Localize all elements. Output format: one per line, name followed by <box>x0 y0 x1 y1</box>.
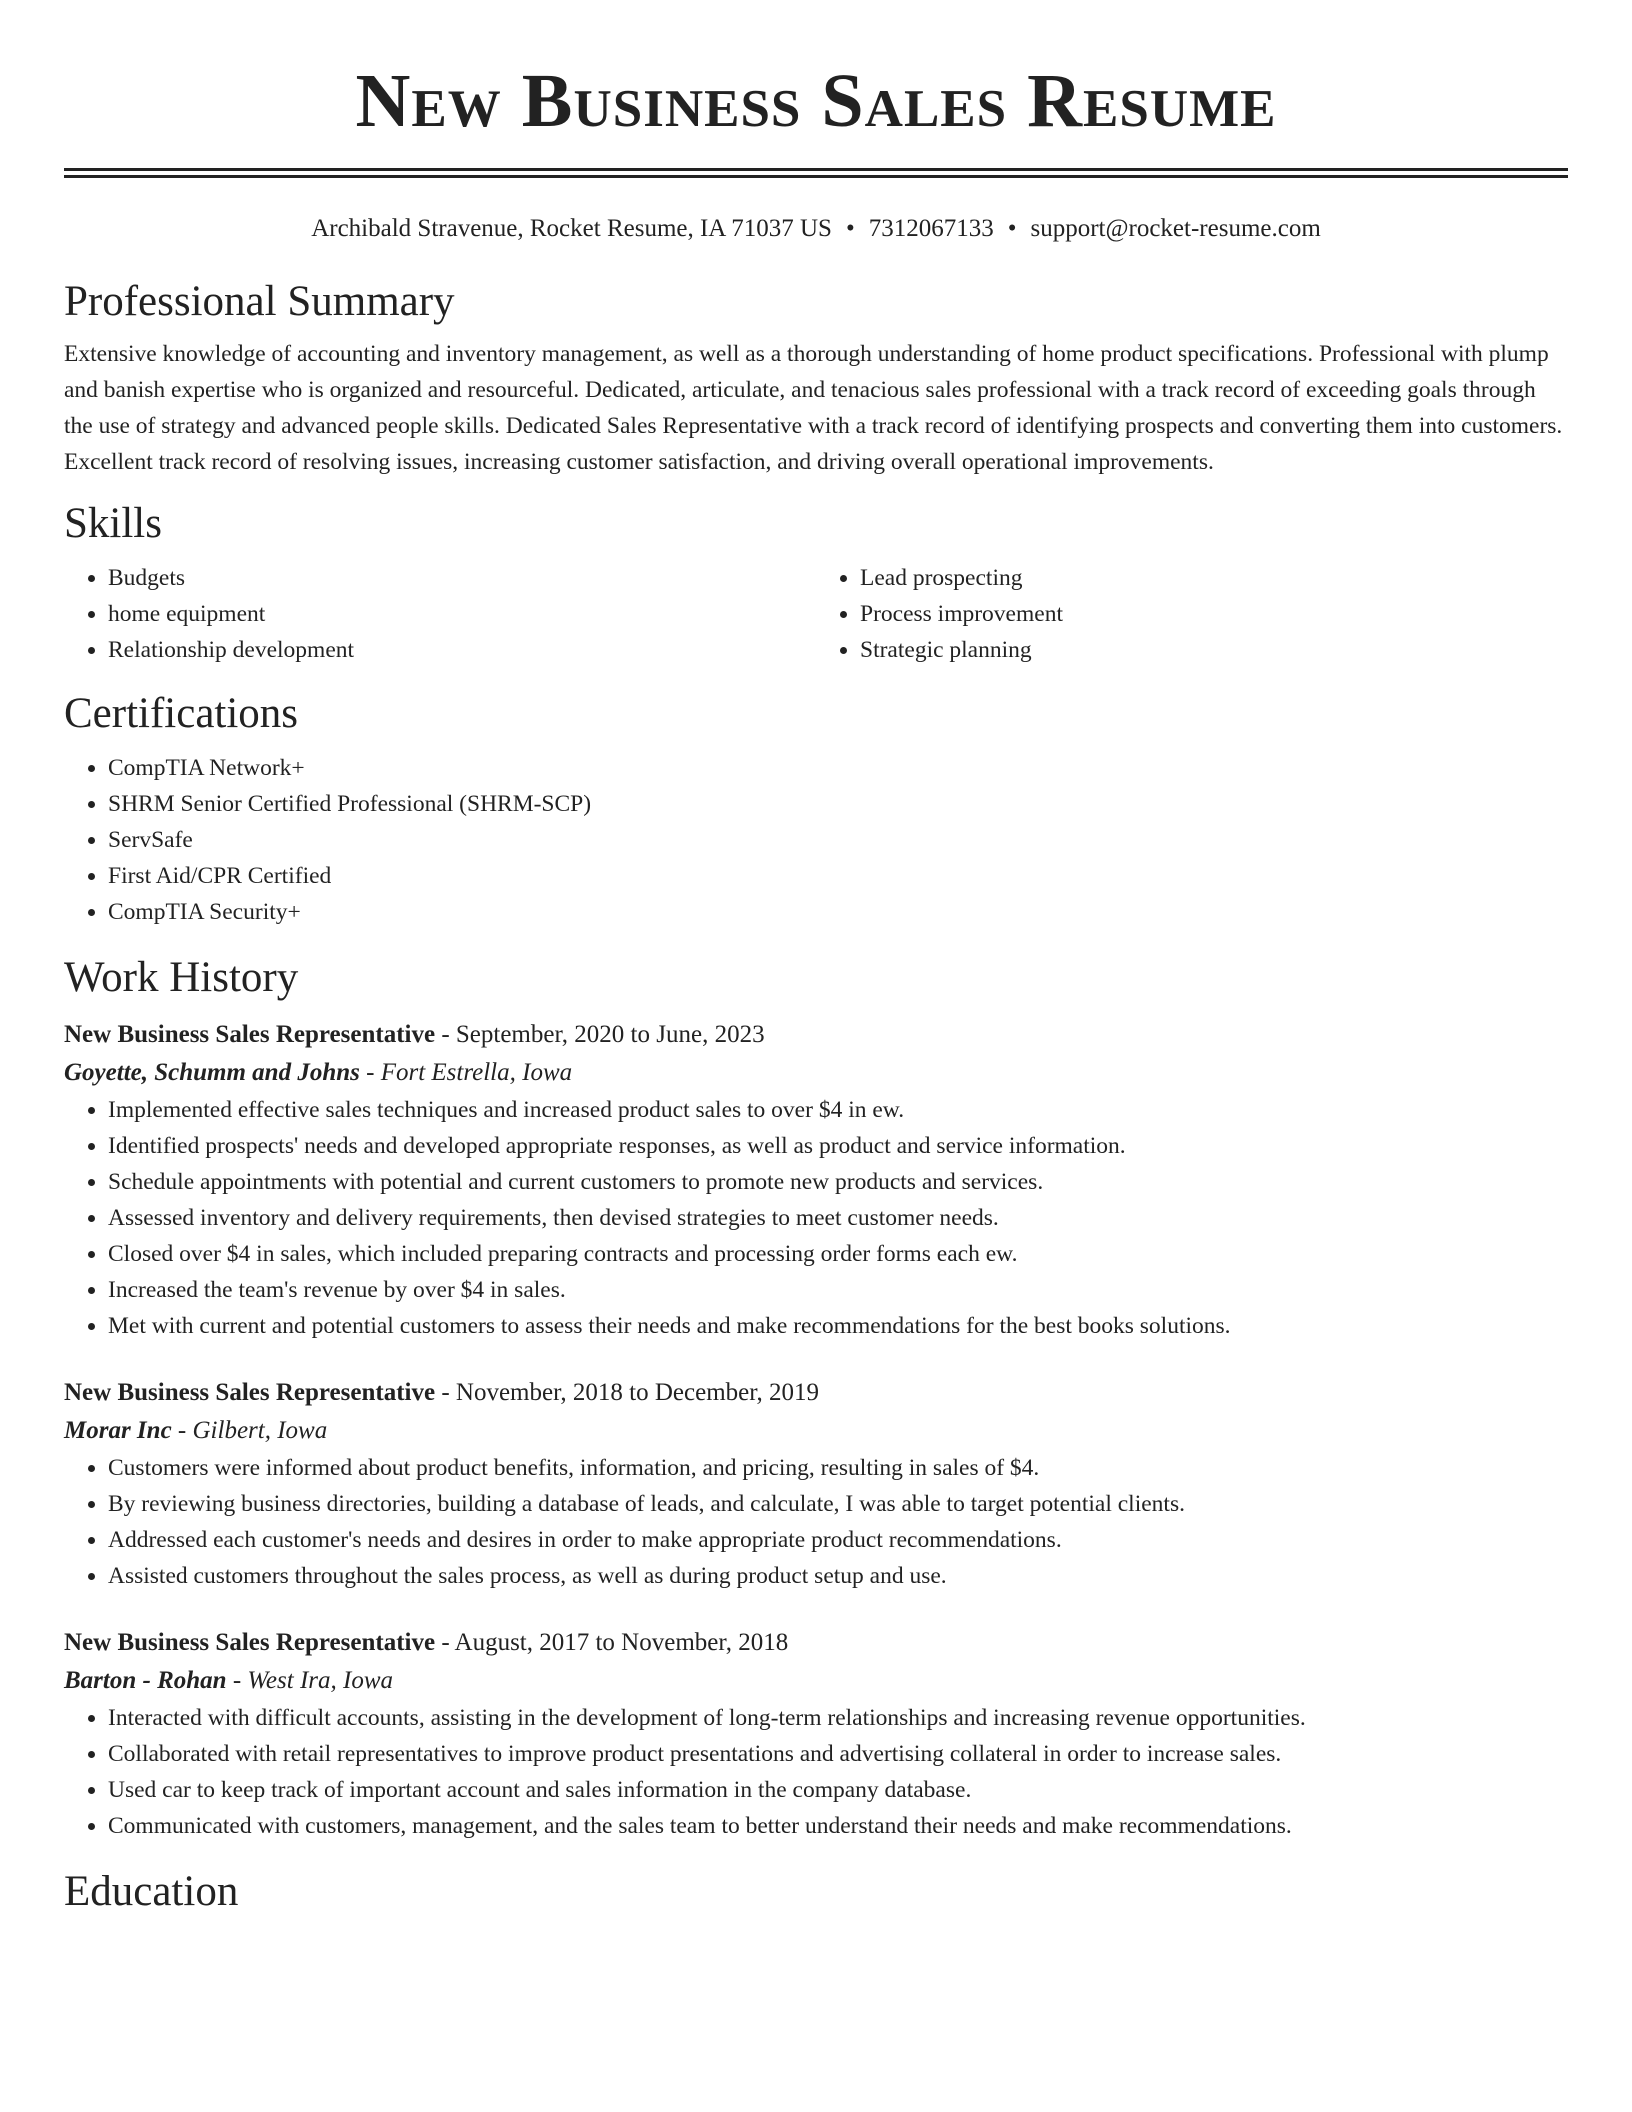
job-bullet: • Addressed each customer's needs and desires in order to make appropriate product recommendations. <box>108 1522 1568 1558</box>
job-entry <box>64 1624 1568 1844</box>
job-bullet: • Assisted customers throughout the sales process, as well as during product setup and use. <box>108 1558 1568 1594</box>
skills-section <box>64 498 1568 668</box>
skill-item: • home equipment <box>108 596 816 632</box>
job-bullet: • Assessed inventory and delivery requirements, then devised strategies to meet customer needs. <box>108 1200 1568 1236</box>
certifications-heading: Certifications <box>64 690 299 737</box>
education-section <box>64 1866 1568 1918</box>
job-entry <box>64 1374 1568 1594</box>
title-divider <box>64 168 1568 178</box>
contact-email: support@rocket-resume.com <box>1030 215 1321 242</box>
work-history-heading: Work History <box>64 954 299 1001</box>
job-company: Goyette, Schumm and Johns <box>64 1059 360 1086</box>
skills-grid <box>64 560 1568 668</box>
job-location: - Gilbert, Iowa <box>171 1417 328 1444</box>
contact-line <box>64 212 1568 246</box>
job-bullet: • By reviewing business directories, building a database of leads, and calculate, I was able to target potential clients. <box>108 1486 1568 1522</box>
certifications-section <box>64 688 1568 930</box>
summary-section <box>64 276 1568 480</box>
skills-heading: Skills <box>64 500 162 547</box>
skill-item: • Process improvement <box>860 596 1568 632</box>
job-title-line <box>64 1624 1568 1662</box>
job-bullet: • Increased the team's revenue by over $4 in sales. <box>108 1272 1568 1308</box>
skills-list-left <box>64 560 816 668</box>
summary-heading: Professional Summary <box>64 278 455 325</box>
certifications-list <box>64 750 1568 930</box>
job-bullet: • Collaborated with retail representatives to improve product presentations and advertising collateral in order to increase sales. <box>108 1736 1568 1772</box>
contact-phone: 7312067133 <box>868 215 994 242</box>
job-title: New Business Sales Representative <box>64 1021 436 1048</box>
job-bullet: • Interacted with difficult accounts, assisting in the development of long-term relationships and increasing revenue opportunities. <box>108 1700 1568 1736</box>
job-bullet: • Used car to keep track of important account and sales information in the company database. <box>108 1772 1568 1808</box>
certification-item: • CompTIA Security+ <box>108 894 1568 930</box>
job-title: New Business Sales Representative <box>64 1379 436 1406</box>
contact-separator: • <box>1007 215 1017 242</box>
job-bullet: • Identified prospects' needs and developed appropriate responses, as well as product and service information. <box>108 1128 1568 1164</box>
skill-item: • Budgets <box>108 560 816 596</box>
job-bullets <box>64 1450 1568 1594</box>
job-bullet: • Closed over $4 in sales, which included preparing contracts and processing order forms each ew. <box>108 1236 1568 1272</box>
job-company: Morar Inc <box>64 1417 172 1444</box>
skills-list-right <box>816 560 1568 668</box>
contact-address: Archibald Stravenue, Rocket Resume, IA 71037 US <box>311 215 832 242</box>
job-location: - Fort Estrella, Iowa <box>359 1059 573 1086</box>
job-company-line <box>64 1662 1568 1700</box>
job-title-line <box>64 1374 1568 1412</box>
job-dates: - November, 2018 to December, 2019 <box>435 1379 820 1406</box>
job-dates: - August, 2017 to November, 2018 <box>435 1629 789 1656</box>
skill-item: • Lead prospecting <box>860 560 1568 596</box>
job-company-line <box>64 1412 1568 1450</box>
job-bullet: • Communicated with customers, management, and the sales team to better understand their needs and make recommendations. <box>108 1808 1568 1844</box>
skill-item: • Strategic planning <box>860 632 1568 668</box>
certification-item: • CompTIA Network+ <box>108 750 1568 786</box>
job-bullets <box>64 1092 1568 1344</box>
job-bullet: • Met with current and potential customers to assess their needs and make recommendations for the best books solutions. <box>108 1308 1568 1344</box>
job-location: - West Ira, Iowa <box>226 1667 393 1694</box>
job-company: Barton - Rohan <box>64 1667 227 1694</box>
job-bullet: • Schedule appointments with potential and current customers to promote new products and services. <box>108 1164 1568 1200</box>
certification-item: • ServSafe <box>108 822 1568 858</box>
work-history-section <box>64 952 1568 1844</box>
job-dates: - September, 2020 to June, 2023 <box>435 1021 765 1048</box>
job-bullet: • Implemented effective sales techniques and increased product sales to over $4 in ew. <box>108 1092 1568 1128</box>
job-title-line <box>64 1016 1568 1054</box>
page-title: New Business Sales Resume <box>355 59 1277 143</box>
certification-item: • First Aid/CPR Certified <box>108 858 1568 894</box>
job-bullets <box>64 1700 1568 1844</box>
education-heading: Education <box>64 1868 239 1915</box>
summary-text: Extensive knowledge of accounting and inventory management, as well as a thorough understanding of home product specifications. Professional with plump and banish expertise who is organized and resourceful. Dedicated, articulate, and tenacious sales professional with a track record of exceeding goals through the use of strategy and advanced people skills. Dedicated Sales Representative with a track record of identifying prospects and converting them into customers. Excellent track record of resolving issues, increasing customer satisfaction, and driving overall operational improvements. <box>64 341 1563 475</box>
contact-separator: • <box>845 215 855 242</box>
skill-item: • Relationship development <box>108 632 816 668</box>
job-title: New Business Sales Representative <box>64 1629 436 1656</box>
certification-item: • SHRM Senior Certified Professional (SHRM-SCP) <box>108 786 1568 822</box>
job-company-line <box>64 1054 1568 1092</box>
job-bullet: • Customers were informed about product benefits, information, and pricing, resulting in sales of $4. <box>108 1450 1568 1486</box>
job-entry <box>64 1016 1568 1344</box>
